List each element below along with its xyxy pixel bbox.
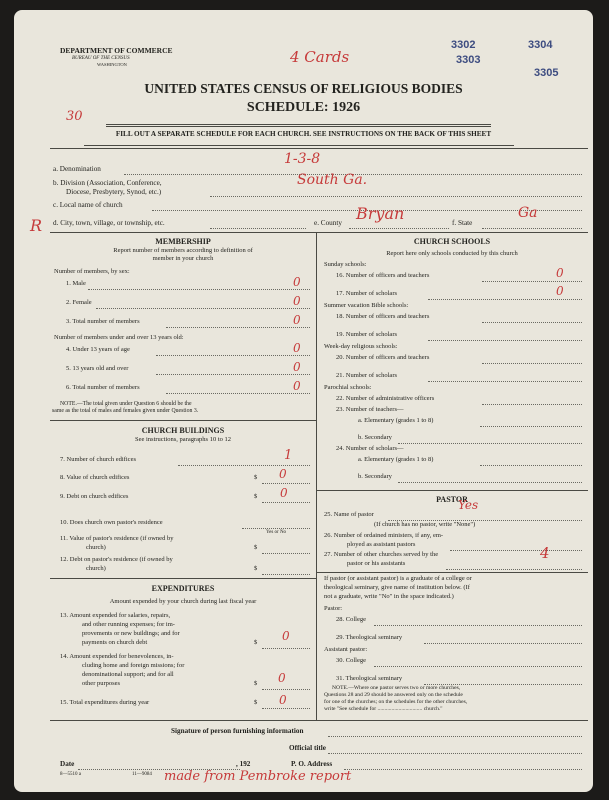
stamp-number-3: 3303 <box>456 54 481 66</box>
q14-line-4: other purposes <box>82 680 121 687</box>
county-value: Bryan <box>356 204 405 223</box>
q14-line-1: 14. Amount expended for benevolences, in- <box>60 653 174 660</box>
q12-dollar: $ <box>254 565 258 572</box>
weekday-schools: Week-day religious schools: <box>324 343 398 350</box>
form-number-1: 8—5510 a <box>60 772 81 777</box>
q8-value: 0 <box>279 467 287 481</box>
q31-label: 31. Theological seminary <box>336 675 403 682</box>
q15-value: 0 <box>279 693 287 707</box>
form-title: UNITED STATES CENSUS OF RELIGIOUS BODIES <box>144 81 463 96</box>
q17-value: 0 <box>556 284 564 298</box>
handwritten-r: R <box>30 216 43 235</box>
q9-dollar: $ <box>254 493 258 500</box>
membership-note-1: NOTE.—The total given under Question 6 should be the <box>60 401 192 407</box>
q6-value: 0 <box>293 379 301 393</box>
q7-value: 1 <box>284 448 293 463</box>
q7-label: 7. Number of church edifices <box>60 456 136 463</box>
local-name-label: c. Local name of church <box>53 201 123 209</box>
q11-dollar: $ <box>254 544 258 551</box>
stamp-number-4: 3305 <box>534 67 559 79</box>
q16-label: 16. Number of officers and teachers <box>336 272 430 279</box>
q5-value: 0 <box>293 360 301 374</box>
q20-label: 20. Number of officers and teachers <box>336 354 430 361</box>
members-by-sex: Number of members, by sex: <box>54 268 130 275</box>
yes-no-hint: Yes or No <box>266 530 287 535</box>
q5-label: 5. 13 years old and over <box>66 365 129 372</box>
q23-label: 23. Number of teachers— <box>336 406 404 413</box>
schools-heading: CHURCH SCHOOLS <box>413 237 491 246</box>
q11-label-2: church) <box>86 544 106 551</box>
instructions-banner: FILL OUT A SEPARATE SCHEDULE FOR EACH CHURCH. SEE INSTRUCTIONS ON THE BACK OF THIS SHEET <box>115 130 492 138</box>
membership-note-2: same as the total of males and females given under Question 3. <box>52 408 199 414</box>
denomination-label: a. Denomination <box>53 165 101 173</box>
handwritten-30: 30 <box>66 109 83 124</box>
q13-line-1: 13. Amount expended for salaries, repairs, <box>60 612 171 619</box>
q6-label: 6. Total number of members <box>66 384 140 391</box>
denomination-value: 1-3-8 <box>284 151 321 167</box>
date-label: Date <box>60 760 75 768</box>
stamp-number-1: 3302 <box>451 39 476 51</box>
division-value: South Ga. <box>297 172 368 188</box>
q26-label: 26. Number of ordained ministers, if any, em- <box>324 532 444 539</box>
q12-label: 12. Debt on pastor's residence (if owned by <box>60 556 173 563</box>
city-label-field: d. City, town, village, or township, etc. <box>53 219 165 227</box>
parochial-schools: Parochial schools: <box>324 384 372 391</box>
q26-label-2: ployed as assistant pastors <box>347 541 416 548</box>
q15-dollar: $ <box>254 699 258 706</box>
q18-label: 18. Number of officers and teachers <box>336 313 430 320</box>
city-label: WASHINGTON <box>97 62 127 67</box>
q28-label: 28. College <box>336 616 366 623</box>
q14-line-2: cluding home and foreign missions; for <box>82 662 185 669</box>
pastor-heading: PASTOR <box>436 495 468 504</box>
bureau-label: BUREAU OF THE CENSUS <box>72 56 130 61</box>
pastor-note-4: write "See schedule for ................................ church." <box>324 706 443 712</box>
q25-label: 25. Name of pastor <box>324 511 374 518</box>
q23a-label: a. Elementary (grades 1 to 8) <box>358 417 434 424</box>
expenditures-heading: EXPENDITURES <box>151 584 215 593</box>
handwritten-cards: 4 Cards <box>290 48 350 66</box>
membership-heading: MEMBERSHIP <box>155 237 211 246</box>
official-title-label: Official title <box>289 744 326 752</box>
state-value: Ga <box>518 205 538 221</box>
q24b-label: b. Secondary <box>358 473 392 480</box>
graduate-note-1: If pastor (or assistant pastor) is a graduate of a college or <box>324 575 472 582</box>
q2-label: 2. Female <box>66 299 92 306</box>
sunday-schools: Sunday schools: <box>324 261 367 268</box>
pastor-note-1: NOTE.—Where one pastor serves two or more churches, <box>332 685 461 691</box>
q2-value: 0 <box>293 294 301 308</box>
q27-value: 4 <box>540 544 550 562</box>
q21-label: 21. Number of scholars <box>336 372 398 379</box>
q16-value: 0 <box>556 266 564 280</box>
schedule-title: SCHEDULE: 1926 <box>246 100 361 115</box>
year-label: , 192 <box>236 760 251 768</box>
stamp-number-2: 3304 <box>528 39 553 51</box>
buildings-sub: See instructions, paragraphs 10 to 12 <box>134 436 232 443</box>
po-address-label: P. O. Address <box>291 760 333 768</box>
q17-label: 17. Number of scholars <box>336 290 398 297</box>
buildings-heading: CHURCH BUILDINGS <box>141 426 225 435</box>
age-heading: Number of members under and over 13 years old: <box>54 334 184 341</box>
q27-label-2: pastor or his assistants <box>347 560 406 567</box>
q15-label: 15. Total expenditures during year <box>60 699 150 706</box>
q8-label: 8. Value of church edifices <box>60 474 130 481</box>
q11-label: 11. Value of pastor's residence (if owned by <box>60 535 174 542</box>
membership-sub2: member in your church <box>152 255 214 262</box>
expenditures-sub: Amount expended by your church during last fiscal year <box>109 598 257 605</box>
graduate-note-2: theological seminary, give name of institution below. (If <box>324 584 470 591</box>
q14-line-3: denominational support; and for all <box>82 671 174 678</box>
q12-label-2: church) <box>86 565 106 572</box>
pastor-note-2: Questions 28 and 29 should be answered only on the schedule <box>324 692 463 698</box>
q13-line-3: provements or new buildings; and for <box>82 630 180 637</box>
schools-sub: Report here only schools conducted by this church <box>386 250 518 257</box>
q1-value: 0 <box>293 275 301 289</box>
q29-label: 29. Theological seminary <box>336 634 403 641</box>
q9-label: 9. Debt on church edifices <box>60 493 129 500</box>
q4-label: 4. Under 13 years of age <box>66 346 130 353</box>
footer-handwritten-note: made from Pembroke report <box>164 769 352 784</box>
q22-label: 22. Number of administrative officers <box>336 395 435 402</box>
q13-dollar: $ <box>254 639 258 646</box>
division-label: b. Division (Association, Conference, <box>53 179 162 187</box>
q23b-label: b. Secondary <box>358 434 392 441</box>
q24-label: 24. Number of scholars— <box>336 445 404 452</box>
q24a-label: a. Elementary (grades 1 to 8) <box>358 456 434 463</box>
pastor-name-value: Yes <box>458 498 479 512</box>
q10-label: 10. Does church own pastor's residence <box>60 519 163 526</box>
state-label: f. State <box>452 219 473 227</box>
membership-sub1: Report number of members according to definition of <box>113 247 253 254</box>
q8-dollar: $ <box>254 474 258 481</box>
q3-value: 0 <box>293 313 301 327</box>
q14-dollar: $ <box>254 680 258 687</box>
q27-label: 27. Number of other churches served by the <box>324 551 439 558</box>
assistant-pastor-subheading: Assistant pastor: <box>324 646 368 653</box>
pastor-note-3: for one of the churches; on the schedules for the other churches, <box>324 699 468 705</box>
q13-line-2: and other running expenses; for im- <box>82 621 175 628</box>
q19-label: 19. Number of scholars <box>336 331 398 338</box>
q14-value: 0 <box>278 671 286 685</box>
q13-line-4: payments on church debt <box>82 639 148 646</box>
q13-value: 0 <box>282 629 290 643</box>
q9-value: 0 <box>280 486 288 500</box>
q1-label: 1. Male <box>66 280 86 287</box>
q25-hint: (If church has no pastor, write "None") <box>374 521 476 528</box>
division-label-2: Diocese, Presbytery, Synod, etc.) <box>66 188 162 196</box>
form-number-2: 11—9084 <box>132 772 152 777</box>
q4-value: 0 <box>293 341 301 355</box>
signature-label: Signature of person furnishing information <box>171 727 304 735</box>
q3-label: 3. Total number of members <box>66 318 140 325</box>
census-schedule-page <box>14 10 593 792</box>
q30-label: 30. College <box>336 657 366 664</box>
pastor-subheading: Pastor: <box>324 605 343 612</box>
summer-schools: Summer vacation Bible schools: <box>324 302 409 309</box>
department-label: DEPARTMENT OF COMMERCE <box>60 46 173 55</box>
county-label: e. County <box>314 219 342 227</box>
graduate-note-3: not a graduate, write "No" in the space indicated.) <box>324 593 454 600</box>
